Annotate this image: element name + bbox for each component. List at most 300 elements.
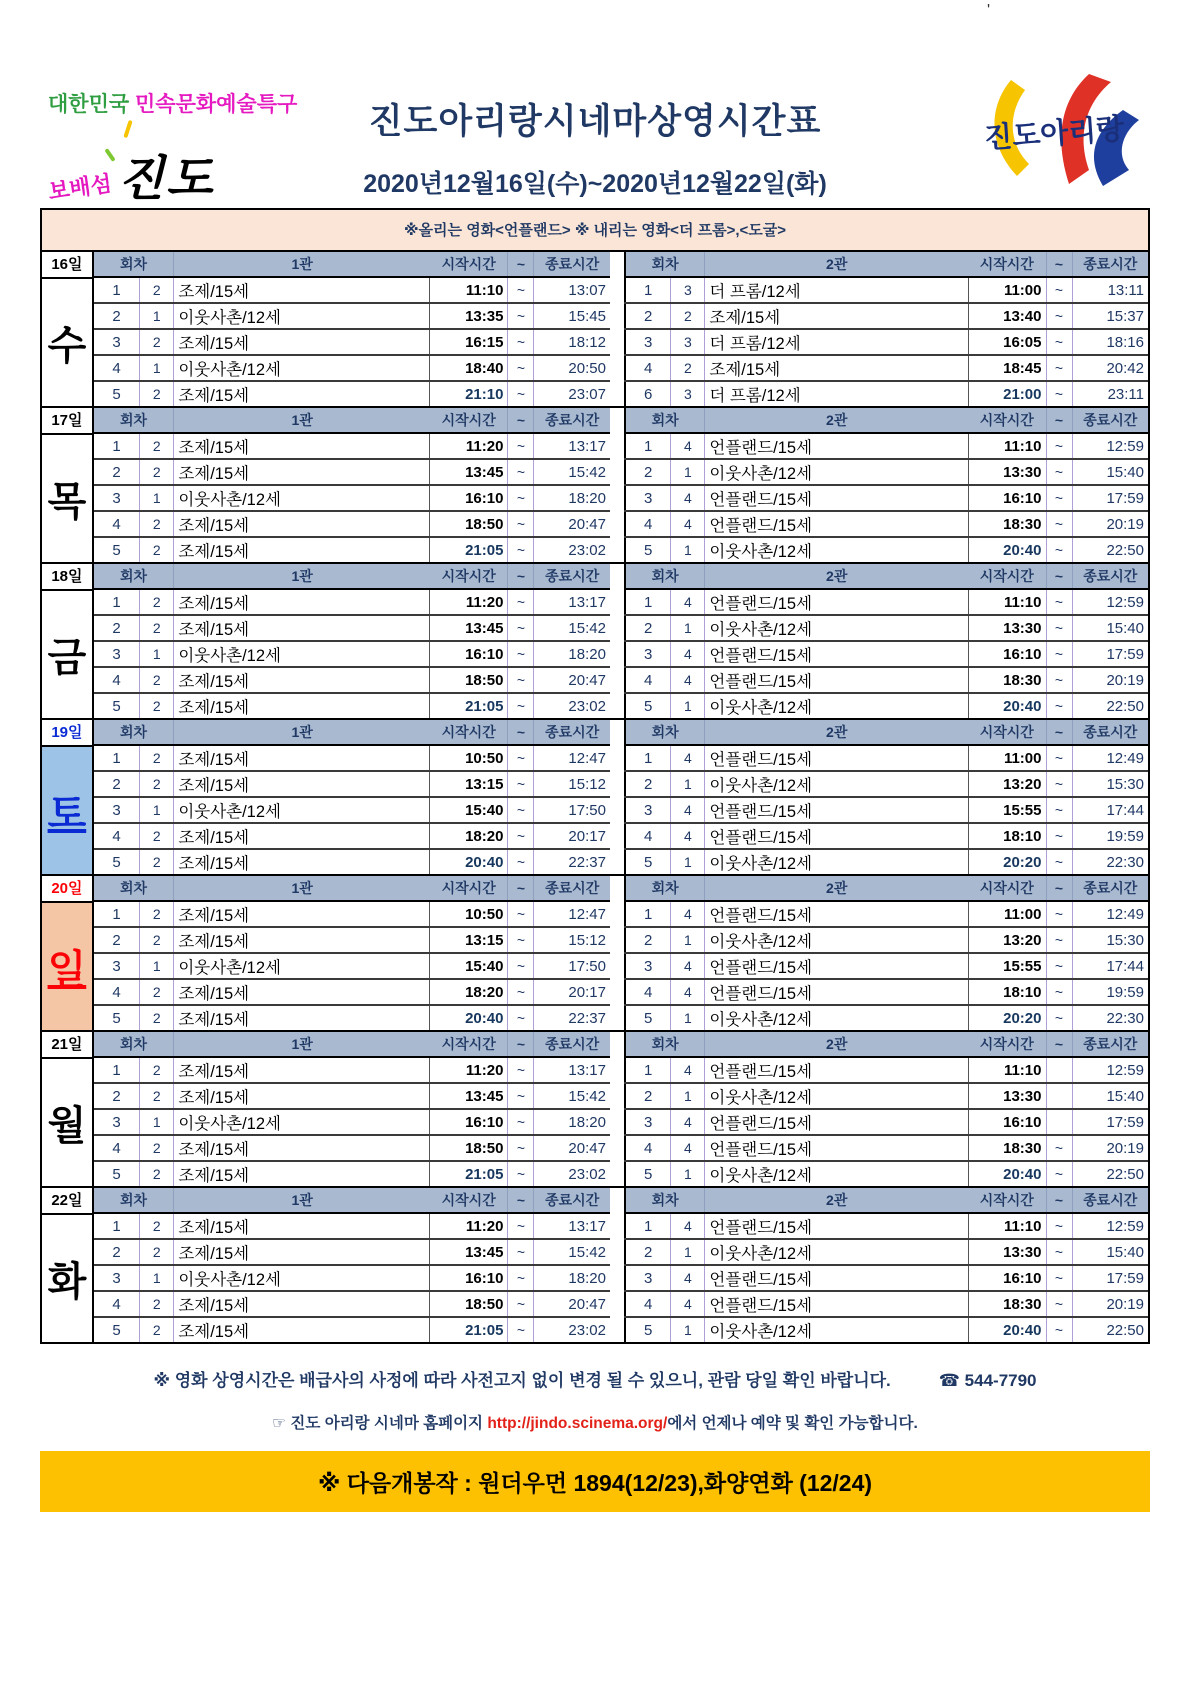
end-time: 12:47 [534,901,610,927]
movie-code: 1 [140,953,174,979]
movie-title: 이웃사촌/12세 [174,953,430,979]
movie-title: 언플랜드/15세 [705,641,968,667]
round-number: 4 [94,823,140,849]
movie-code: 4 [671,823,705,849]
round-header: 회차 [625,1188,705,1213]
day-name: 화 [42,1215,92,1342]
end-time: 13:17 [534,1213,610,1239]
end-time: 20:19 [1072,667,1148,693]
start-time: 11:20 [430,1057,508,1083]
screen-header: 1관 [174,720,430,745]
movie-title: 조제/15세 [174,1005,430,1030]
start-time: 13:35 [430,303,508,329]
showtime-row [625,355,1148,381]
movie-title: 이웃사촌/12세 [705,459,968,485]
end-time: 22:50 [1072,1161,1148,1186]
start-time: 13:45 [430,1239,508,1265]
date-label: 22일 [42,1188,92,1215]
round-header: 회차 [625,252,705,277]
start-time-header: 시작시간 [968,1032,1046,1057]
tilde-separator: ~ [1046,797,1072,823]
showtime-row [625,511,1148,537]
movie-title: 이웃사촌/12세 [705,1317,968,1342]
movie-title: 조제/15세 [174,615,430,641]
date-label: 16일 [42,252,92,279]
round-number: 2 [625,459,671,485]
start-time-header: 시작시간 [968,1188,1046,1213]
start-time: 13:15 [430,771,508,797]
end-time: 15:12 [534,771,610,797]
movie-code: 1 [671,1239,705,1265]
showtime-row [94,1161,610,1186]
start-time: 15:40 [430,953,508,979]
round-number: 3 [625,797,671,823]
movie-code: 1 [671,1083,705,1109]
movie-title: 언플랜드/15세 [705,1213,968,1239]
end-time: 15:40 [1072,1083,1148,1109]
day-name: 금 [42,591,92,718]
start-time: 16:10 [968,641,1046,667]
jindo-arirang-logo [977,72,1142,195]
showtime-row [94,277,610,303]
movie-title: 조제/15세 [174,537,430,562]
showtime-row [625,927,1148,953]
round-number: 2 [625,303,671,329]
movie-code: 4 [671,433,705,459]
showtime-row [625,901,1148,927]
movie-title: 언플랜드/15세 [705,485,968,511]
end-time: 13:17 [534,1057,610,1083]
tilde-separator: ~ [1046,979,1072,1005]
tilde-separator: ~ [508,927,534,953]
schedule-days [42,252,1148,1342]
showtime-row [625,615,1148,641]
start-time: 11:20 [430,589,508,615]
end-time: 18:20 [534,485,610,511]
movie-title: 조제/15세 [705,303,968,329]
day-block [42,718,1148,874]
movie-title: 언플랜드/15세 [705,1057,968,1083]
showtime-row [94,1135,610,1161]
round-number: 3 [94,953,140,979]
movie-code: 2 [140,1161,174,1186]
movie-title: 이웃사촌/12세 [705,1161,968,1186]
showtime-row [94,953,610,979]
round-number: 4 [94,511,140,537]
day-name: 토 [42,747,92,874]
end-time: 12:59 [1072,433,1148,459]
movie-code: 4 [671,667,705,693]
screen-header: 2관 [705,1188,968,1213]
table-gap [610,876,624,1030]
round-number: 4 [625,979,671,1005]
showtime-row [625,537,1148,562]
start-time: 18:30 [968,667,1046,693]
tilde-separator: ~ [508,433,534,459]
tilde-separator: ~ [508,641,534,667]
start-time: 13:45 [430,459,508,485]
end-time: 20:50 [534,355,610,381]
start-time: 16:10 [968,1265,1046,1291]
showtime-row [94,1109,610,1135]
end-time-header: 종료시간 [1072,408,1148,433]
tilde-separator: ~ [508,823,534,849]
start-time: 18:30 [968,1291,1046,1317]
movie-title: 조제/15세 [174,771,430,797]
round-header: 회차 [625,408,705,433]
movie-title: 이웃사촌/12세 [705,927,968,953]
table-header-row [94,1188,610,1213]
round-number: 5 [625,1005,671,1030]
round-number: 3 [94,485,140,511]
movie-code: 1 [671,1161,705,1186]
end-time: 20:17 [534,979,610,1005]
day-column [42,408,94,562]
day-name: 목 [42,435,92,562]
showtime-row [94,433,610,459]
start-time: 18:20 [430,823,508,849]
tilde-separator: ~ [508,745,534,771]
start-time: 15:40 [430,797,508,823]
day-name: 수 [42,279,92,406]
start-time: 13:20 [968,771,1046,797]
movie-code: 1 [140,641,174,667]
start-time: 16:10 [430,1265,508,1291]
movie-code: 2 [140,849,174,874]
tilde-separator: ~ [508,797,534,823]
movie-code: 2 [140,667,174,693]
movie-title: 이웃사촌/12세 [705,771,968,797]
movie-code: 4 [671,1109,705,1135]
movie-change-notice: ※올리는 영화<언플랜드> ※ 내리는 영화<더 프롬>,<도굴> [42,210,1148,252]
tilde-separator: ~ [1046,303,1072,329]
end-time: 22:37 [534,1005,610,1030]
movie-code: 2 [140,1057,174,1083]
end-time-header: 종료시간 [1072,1188,1148,1213]
start-time: 16:10 [430,485,508,511]
movie-title: 조제/15세 [174,1161,430,1186]
end-time: 20:47 [534,667,610,693]
movie-title: 이웃사촌/12세 [705,693,968,718]
movie-title: 언플랜드/15세 [705,667,968,693]
tilde-separator: ~ [1046,927,1072,953]
start-time: 16:10 [968,485,1046,511]
table-header-row [625,876,1148,901]
showtime-row [625,1005,1148,1030]
round-number: 5 [625,693,671,718]
screen1-table [94,252,610,406]
end-time-header: 종료시간 [534,252,610,277]
movie-title: 이웃사촌/12세 [705,537,968,562]
end-time: 15:12 [534,927,610,953]
day-column [42,720,94,874]
round-number: 1 [625,589,671,615]
end-time: 20:19 [1072,1135,1148,1161]
date-label: 21일 [42,1032,92,1059]
end-time: 12:59 [1072,589,1148,615]
tilde-separator: ~ [508,537,534,562]
round-number: 2 [94,1239,140,1265]
arirang-ribbon-graphic [977,72,1142,190]
movie-code: 1 [671,849,705,874]
movie-title: 조제/15세 [174,1083,430,1109]
start-time: 18:10 [968,823,1046,849]
movie-title: 이웃사촌/12세 [174,797,430,823]
round-number: 5 [625,1161,671,1186]
end-time: 22:30 [1072,1005,1148,1030]
screen-header: 2관 [705,408,968,433]
end-time: 18:20 [534,1265,610,1291]
round-number: 1 [625,433,671,459]
tilde-separator: ~ [1046,277,1072,303]
movie-code: 4 [671,979,705,1005]
start-time: 15:55 [968,797,1046,823]
tilde-separator: ~ [1046,329,1072,355]
tilde-separator: ~ [1046,615,1072,641]
start-time: 21:05 [430,1317,508,1342]
start-time: 18:45 [968,355,1046,381]
end-time: 20:47 [534,511,610,537]
movie-title: 이웃사촌/12세 [174,1265,430,1291]
movie-title: 언플랜드/15세 [705,1291,968,1317]
round-number: 3 [94,1265,140,1291]
round-header: 회차 [625,720,705,745]
tilde-separator: ~ [508,667,534,693]
movie-title: 더 프롬/12세 [705,381,968,406]
start-time: 20:40 [968,1317,1046,1342]
movie-code: 4 [671,1213,705,1239]
showtime-row [625,277,1148,303]
logo-slogan: 대한민국 민속문화예술특구 [48,93,298,116]
tilde-separator [1046,1057,1072,1083]
movie-code: 3 [671,381,705,406]
movie-title: 언플랜드/15세 [705,1109,968,1135]
end-time-header: 종료시간 [534,1032,610,1057]
screen2-table [624,1188,1148,1342]
movie-code: 2 [140,277,174,303]
start-time-header: 시작시간 [430,720,508,745]
screen-header: 1관 [174,564,430,589]
end-time-header: 종료시간 [1072,252,1148,277]
end-time: 15:40 [1072,459,1148,485]
movie-title: 이웃사촌/12세 [705,1083,968,1109]
tilde-separator: ~ [1046,953,1072,979]
start-time: 16:10 [968,1109,1046,1135]
round-number: 4 [625,1291,671,1317]
start-time: 11:10 [430,277,508,303]
tilde-separator: ~ [508,277,534,303]
end-time-header: 종료시간 [534,564,610,589]
start-time: 13:45 [430,1083,508,1109]
movie-title: 이웃사촌/12세 [174,641,430,667]
day-block [42,1186,1148,1342]
end-time-header: 종료시간 [1072,1032,1148,1057]
tilde-separator [1046,1083,1072,1109]
showtime-row [625,1265,1148,1291]
end-time: 22:37 [534,849,610,874]
start-time-header: 시작시간 [968,876,1046,901]
round-number: 1 [94,277,140,303]
tilde-separator: ~ [508,1213,534,1239]
movie-code: 4 [671,485,705,511]
table-header-row [94,408,610,433]
end-time: 15:40 [1072,1239,1148,1265]
movie-title: 조제/15세 [174,329,430,355]
end-time: 15:45 [534,303,610,329]
round-number: 1 [625,901,671,927]
movie-code: 4 [671,641,705,667]
end-time: 17:59 [1072,1109,1148,1135]
end-time: 23:02 [534,537,610,562]
movie-code: 2 [140,511,174,537]
screen2-table [624,1032,1148,1186]
tilde-separator: ~ [1046,485,1072,511]
movie-code: 4 [671,1265,705,1291]
end-time: 12:59 [1072,1213,1148,1239]
showtime-row [94,1005,610,1030]
screen1-table [94,1188,610,1342]
table-gap [610,1032,624,1186]
round-number: 5 [625,1317,671,1342]
round-header: 회차 [94,720,174,745]
tilde-header: ~ [1046,564,1072,589]
table-header-row [94,252,610,277]
start-time: 18:50 [430,1135,508,1161]
round-number: 4 [625,667,671,693]
start-time-header: 시작시간 [968,252,1046,277]
table-gap [610,720,624,874]
tilde-separator: ~ [1046,537,1072,562]
table-gap [610,1188,624,1342]
date-range: 2020년12월16일(수)~2020년12월22일(화) [363,170,827,198]
date-label: 18일 [42,564,92,591]
tilde-separator: ~ [508,381,534,406]
showtime-row [94,849,610,874]
movie-code: 2 [140,589,174,615]
round-number: 5 [94,1161,140,1186]
showtime-row [94,485,610,511]
movie-code: 4 [671,589,705,615]
round-number: 3 [625,1265,671,1291]
tilde-separator: ~ [508,849,534,874]
table-header-row [94,564,610,589]
table-gap [610,252,624,406]
tilde-header: ~ [508,564,534,589]
table-header-row [625,1032,1148,1057]
end-time: 20:19 [1072,1291,1148,1317]
table-header-row [625,252,1148,277]
movie-code: 4 [671,1135,705,1161]
start-time: 13:20 [968,927,1046,953]
movie-code: 1 [140,355,174,381]
showtime-row [625,745,1148,771]
disclaimer-text: ※ 영화 상영시간은 배급사의 사정에 따라 사전고지 없이 변경 될 수 있으니, 관람 당일 확인 바랍니다. [153,1371,891,1390]
end-time-header: 종료시간 [1072,876,1148,901]
round-number: 3 [94,641,140,667]
start-time-header: 시작시간 [968,564,1046,589]
end-time: 23:02 [534,1317,610,1342]
end-time: 19:59 [1072,979,1148,1005]
start-time: 18:30 [968,511,1046,537]
start-time: 13:45 [430,615,508,641]
round-number: 5 [94,849,140,874]
movie-code: 1 [671,1317,705,1342]
movie-code: 2 [671,355,705,381]
start-time-header: 시작시간 [430,564,508,589]
start-time: 13:30 [968,1239,1046,1265]
start-time: 16:15 [430,329,508,355]
phone-number: ☎ 544-7790 [938,1371,1037,1390]
showtime-row [94,381,610,406]
start-time: 16:10 [430,641,508,667]
start-time: 16:10 [430,1109,508,1135]
end-time: 22:50 [1072,693,1148,718]
movie-title: 언플랜드/15세 [705,589,968,615]
start-time: 18:10 [968,979,1046,1005]
showtime-row [625,771,1148,797]
date-label: 17일 [42,408,92,435]
movie-code: 4 [671,901,705,927]
movie-code: 4 [671,1057,705,1083]
round-number: 4 [94,1291,140,1317]
round-number: 3 [625,329,671,355]
end-time: 15:42 [534,1083,610,1109]
table-header-row [94,720,610,745]
tilde-header: ~ [508,408,534,433]
start-time: 11:10 [968,589,1046,615]
movie-code: 2 [140,901,174,927]
start-time: 20:20 [968,849,1046,874]
movie-title: 언플랜드/15세 [705,901,968,927]
start-time: 18:50 [430,1291,508,1317]
tilde-header: ~ [508,1188,534,1213]
showtime-row [94,1083,610,1109]
start-time: 18:20 [430,979,508,1005]
round-header: 회차 [94,1188,174,1213]
start-time: 13:30 [968,615,1046,641]
screen2-table [624,876,1148,1030]
movie-code: 4 [671,1291,705,1317]
showtime-row [625,1057,1148,1083]
showtime-row [94,589,610,615]
end-time-header: 종료시간 [1072,564,1148,589]
showtime-row [625,693,1148,718]
movie-title: 더 프롬/12세 [705,277,968,303]
table-header-row [94,876,610,901]
showtime-row [625,1109,1148,1135]
start-time: 21:00 [968,381,1046,406]
website-note-suffix: 에서 언제나 예약 및 확인 가능합니다. [667,1415,918,1432]
end-time: 13:11 [1072,277,1148,303]
movie-title: 언플랜드/15세 [705,433,968,459]
movie-title: 이웃사촌/12세 [705,615,968,641]
day-name: 월 [42,1059,92,1186]
movie-title: 언플랜드/15세 [705,1135,968,1161]
round-number: 1 [625,277,671,303]
movie-code: 2 [140,381,174,406]
tilde-separator: ~ [1046,1265,1072,1291]
website-note [0,1411,1190,1433]
movie-code: 1 [671,693,705,718]
round-number: 2 [94,459,140,485]
end-time: 18:20 [534,641,610,667]
disclaimer-note [0,1366,1190,1391]
movie-code: 2 [140,745,174,771]
start-time: 11:00 [968,745,1046,771]
tilde-separator: ~ [1046,771,1072,797]
day-column [42,876,94,1030]
showtime-row [625,1213,1148,1239]
